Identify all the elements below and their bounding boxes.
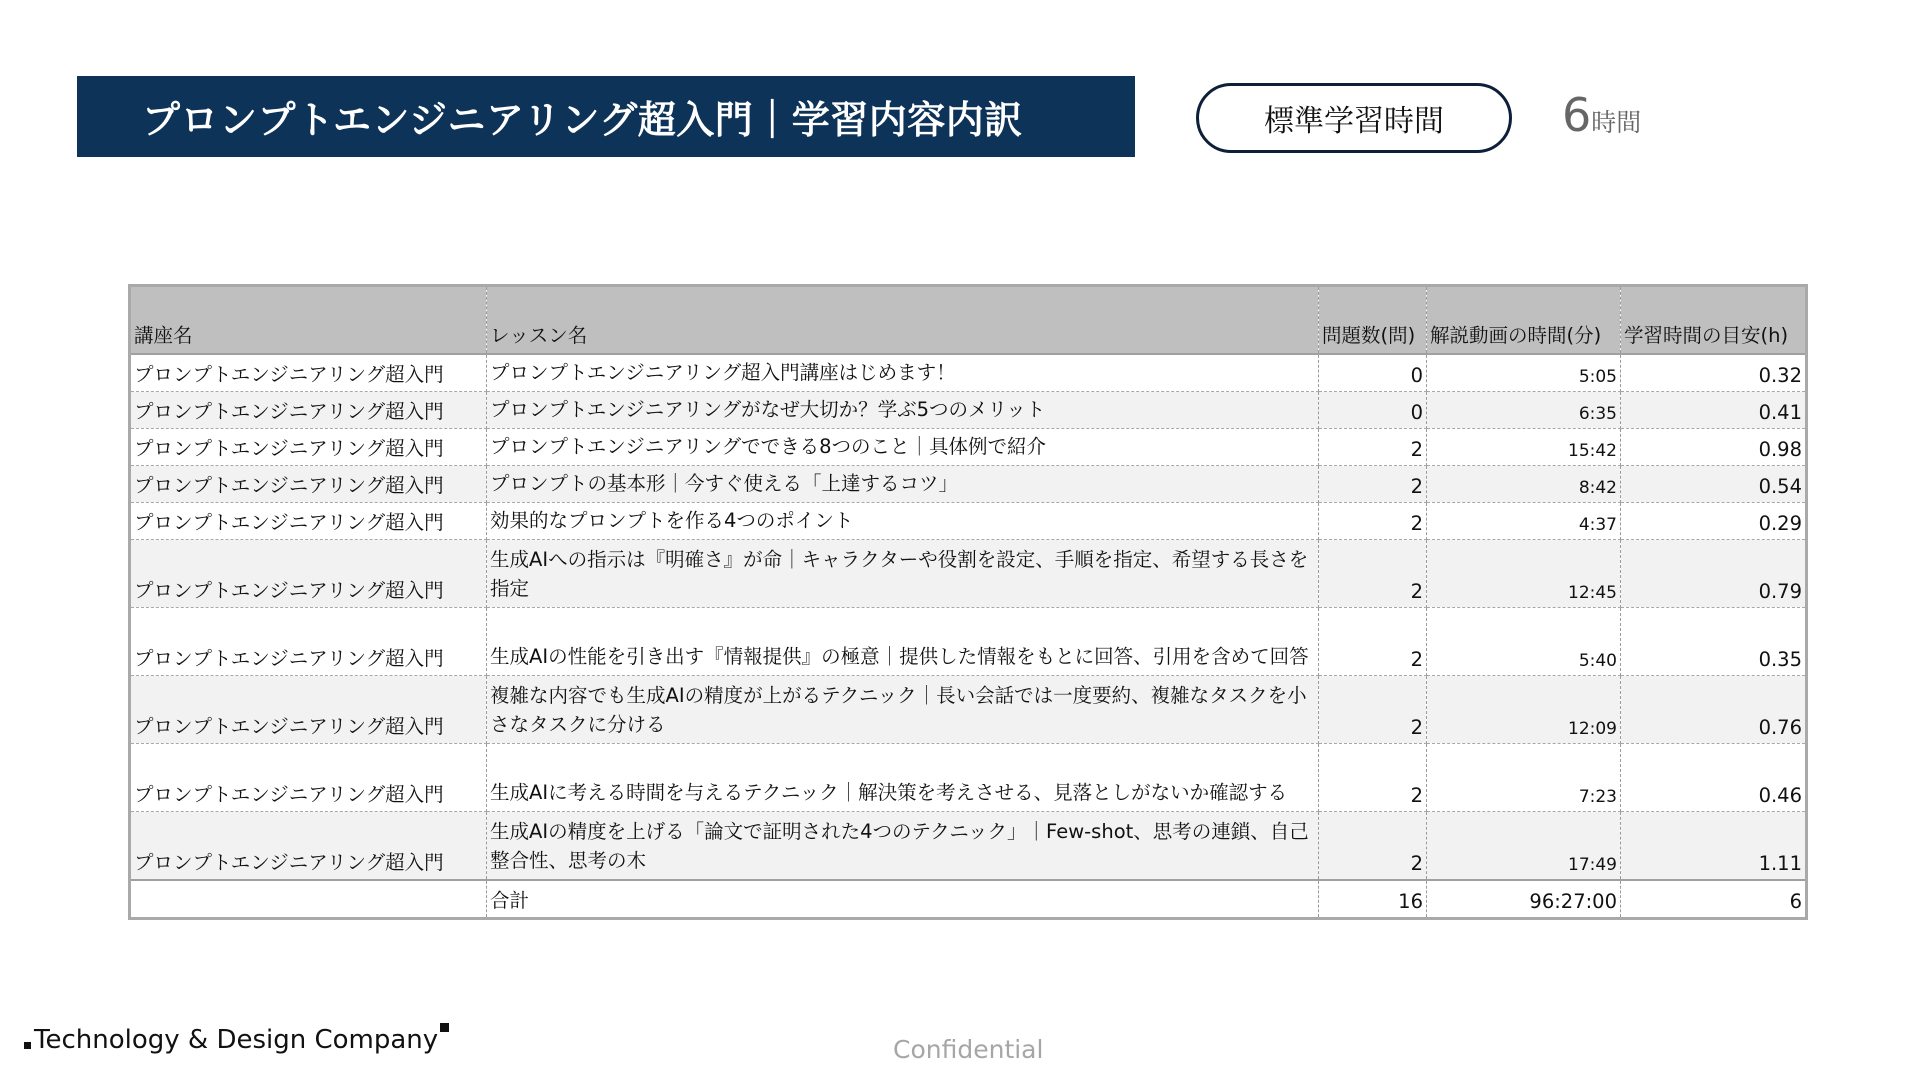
questions-cell: 0 [1319,354,1427,392]
table-row [130,466,1807,503]
questions-cell: 2 [1319,812,1427,881]
lesson-cell: プロンプトの基本形｜今すぐ使える「上達するコツ」 [487,466,1319,503]
video-time-cell: 15:42 [1427,429,1621,466]
study-hours-cell: 0.46 [1621,744,1807,812]
questions-cell: 2 [1319,608,1427,676]
table-row [130,354,1807,392]
company-logo [24,1025,449,1055]
total-video-time: 96:27:00 [1427,880,1621,919]
page-title: プロンプトエンジニアリング超入門｜学習内容内訳 [142,98,1023,142]
table-row [130,540,1807,608]
curriculum-table [128,284,1808,920]
course-cell: プロンプトエンジニアリング超入門 [130,466,487,503]
standard-study-time-number: 6 [1562,88,1592,142]
table-header-row [130,286,1807,355]
header-study-hours: 学習時間の目安(h) [1621,286,1807,355]
study-hours-cell: 0.41 [1621,392,1807,429]
video-time-cell: 4:37 [1427,503,1621,540]
questions-cell: 0 [1319,392,1427,429]
table-row [130,744,1807,812]
logo-square-icon [24,1042,31,1049]
questions-cell: 2 [1319,540,1427,608]
lesson-cell: プロンプトエンジニアリングがなぜ大切か？学ぶ5つのメリット [487,392,1319,429]
lesson-cell: 効果的なプロンプトを作る4つのポイント [487,503,1319,540]
study-hours-cell: 0.54 [1621,466,1807,503]
table-row [130,676,1807,744]
total-course-cell [130,880,487,919]
standard-study-time-badge [1196,83,1512,153]
table-total-row [130,880,1807,919]
course-cell: プロンプトエンジニアリング超入門 [130,744,487,812]
table-row [130,812,1807,881]
study-hours-cell: 0.98 [1621,429,1807,466]
video-time-cell: 5:05 [1427,354,1621,392]
questions-cell: 2 [1319,503,1427,540]
study-hours-cell: 1.11 [1621,812,1807,881]
course-cell: プロンプトエンジニアリング超入門 [130,503,487,540]
header-course: 講座名 [130,286,487,355]
lesson-cell: 複雑な内容でも生成AIの精度が上がるテクニック｜長い会話では一度要約、複雑なタスクを小さなタスクに分ける [487,676,1319,744]
study-hours-cell: 0.76 [1621,676,1807,744]
standard-study-time-unit: 時間 [1591,108,1642,137]
lesson-cell: 生成AIへの指示は『明確さ』が命｜キャラクターや役割を設定、手順を指定、希望する長さを指定 [487,540,1319,608]
curriculum-table-wrapper [128,284,1805,920]
video-time-cell: 6:35 [1427,392,1621,429]
video-time-cell: 5:40 [1427,608,1621,676]
lesson-cell: 生成AIに考える時間を与えるテクニック｜解決策を考えさせる、見落としがないか確認する [487,744,1319,812]
study-hours-cell: 0.79 [1621,540,1807,608]
total-study-hours: 6 [1621,880,1807,919]
study-hours-cell: 0.35 [1621,608,1807,676]
course-cell: プロンプトエンジニアリング超入門 [130,812,487,881]
lesson-cell: プロンプトエンジニアリング超入門講座はじめます！ [487,354,1319,392]
table-row [130,392,1807,429]
study-hours-cell: 0.29 [1621,503,1807,540]
questions-cell: 2 [1319,676,1427,744]
logo-square-icon [440,1023,449,1032]
total-questions: 16 [1319,880,1427,919]
lesson-cell: プロンプトエンジニアリングでできる8つのこと｜具体例で紹介 [487,429,1319,466]
study-hours-cell: 0.32 [1621,354,1807,392]
table-row [130,503,1807,540]
header-video-time: 解説動画の時間(分) [1427,286,1621,355]
questions-cell: 2 [1319,466,1427,503]
course-cell: プロンプトエンジニアリング超入門 [130,429,487,466]
questions-cell: 2 [1319,429,1427,466]
title-banner [77,76,1135,157]
lesson-cell: 生成AIの性能を引き出す『情報提供』の極意｜提供した情報をもとに回答、引用を含めて回答 [487,608,1319,676]
course-cell: プロンプトエンジニアリング超入門 [130,676,487,744]
total-label: 合計 [487,880,1319,919]
course-cell: プロンプトエンジニアリング超入門 [130,392,487,429]
video-time-cell: 12:45 [1427,540,1621,608]
standard-study-time-value [1562,88,1641,142]
table-row [130,429,1807,466]
course-cell: プロンプトエンジニアリング超入門 [130,354,487,392]
course-cell: プロンプトエンジニアリング超入門 [130,540,487,608]
video-time-cell: 7:23 [1427,744,1621,812]
table-row [130,608,1807,676]
video-time-cell: 12:09 [1427,676,1621,744]
lesson-cell: 生成AIの精度を上げる「論文で証明された4つのテクニック」｜Few-shot、思考の連鎖、自己整合性、思考の木 [487,812,1319,881]
questions-cell: 2 [1319,744,1427,812]
confidential-label: Confidential [893,1035,1044,1064]
standard-study-time-label: 標準学習時間 [1264,104,1444,139]
video-time-cell: 17:49 [1427,812,1621,881]
video-time-cell: 8:42 [1427,466,1621,503]
header-lesson: レッスン名 [487,286,1319,355]
header-questions: 問題数(問) [1319,286,1427,355]
company-name: Technology & Design Company [34,1025,439,1055]
course-cell: プロンプトエンジニアリング超入門 [130,608,487,676]
